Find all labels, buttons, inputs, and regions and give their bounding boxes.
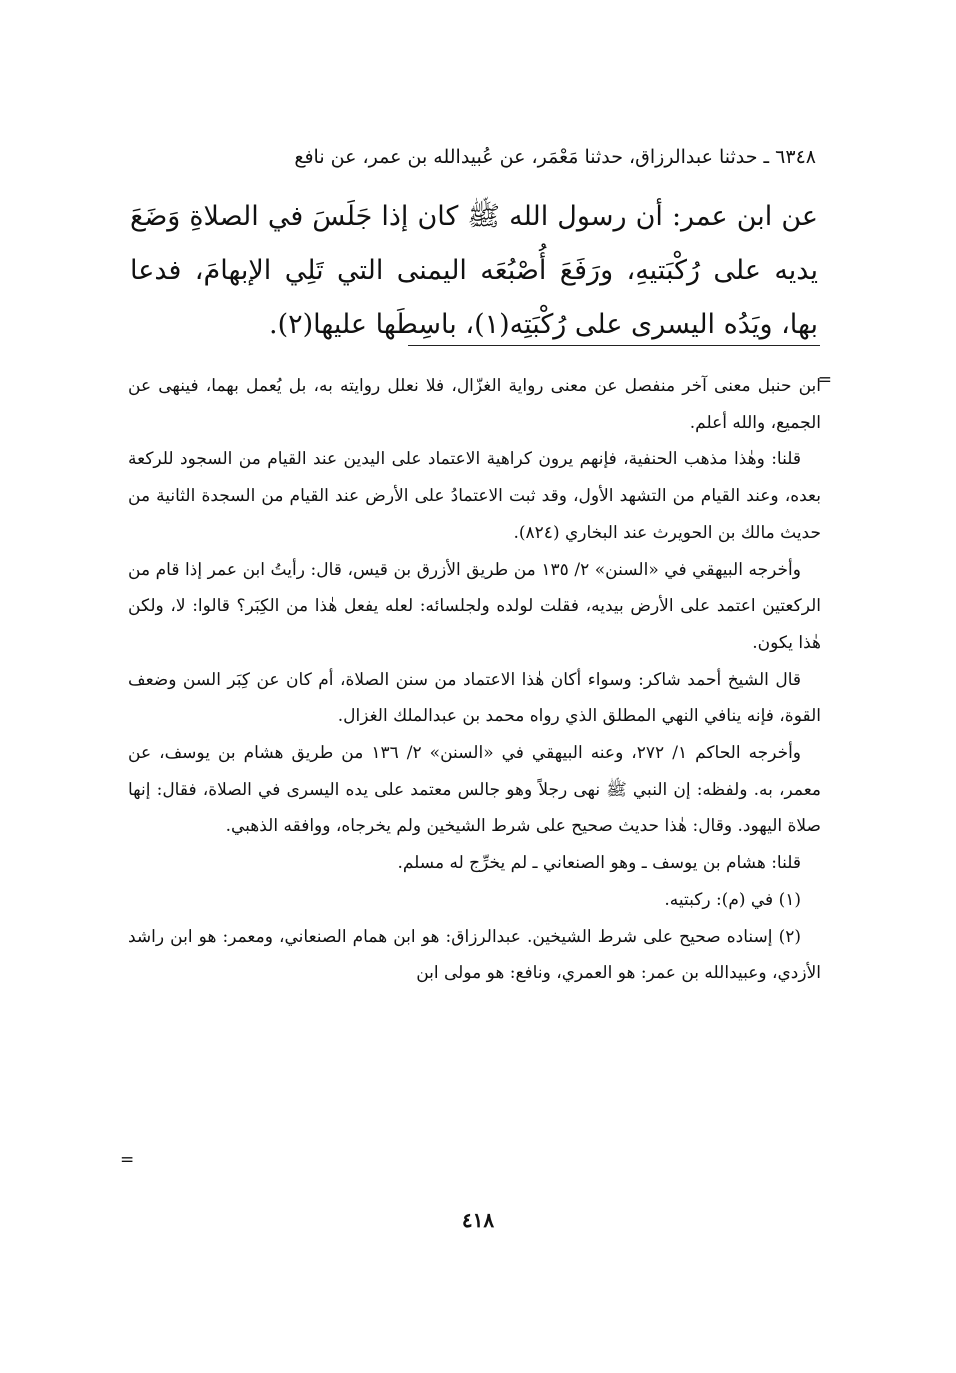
note-paragraph: قلنا: هشام بن يوسف ـ وهو الصنعاني ـ لم يخرِّج له مسلم. — [397, 853, 801, 874]
note-paragraph: قلنا: وهٰذا مذهب الحنفية، فإنهم يرون كراهية الاعتماد على اليدين عند القيام من السجود للركعة بعده، وعند القيام من التشهد الأول، وقد ثبت الاعتمادُ على الأرض عند القيام من السجدة الثانية من حديث مالك بن الحويرث عند البخاري (٨٢٤). — [128, 449, 821, 543]
footnotes-block — [128, 368, 821, 992]
note-paragraph: قال الشيخ أحمد شاكر: وسواء أكان هٰذا الاعتماد من سنن الصلاة، أم كان عن كِبَر السن وضعف القوة، فإنه ينافي النهي المطلق الذي رواه محمد بن عبدالملك الغزال. — [128, 669, 821, 727]
hadith-text: عن ابن عمر: أن رسول الله ﷺ كان إذا جَلَسَ في الصلاةِ وَضَعَ يديه على رُكْبَتيهِ، ورَفَعَ أُصْبُعَه اليمنى التي تَلِي الإبهامَ، فدعا بها، ويَدُه اليسرى على رُكْبَتِه(١)، باسِطَها عليها(٢). — [130, 201, 818, 340]
footnote-2: (٢) إسناده صحيح على شرط الشيخين. عبدالرزاق: هو ابن همام الصنعاني، ومعمر: هو ابن راشد الأزدي، وعبيدالله بن عمر: هو العمري، ونافع: هو مولى ابن — [128, 926, 821, 984]
continuation-mark: = — [817, 370, 832, 390]
continuation-end-mark: = — [120, 1150, 135, 1170]
note-paragraph: وأخرجه البيهقي في «السنن» ٢/ ١٣٥ من طريق الأزرق بن قيس، قال: رأيتُ ابن عمر إذا قام من الركعتين اعتمد على الأرض بيديه، فقلت لولده ولجلسائه: لعله يفعل هٰذا من الكِبَر؟ قالوا: لا، ولكن هٰذا يكون. — [128, 559, 821, 653]
hadith-header: ٦٣٤٨ ـ حدثنا عبدالرزاق، حدثنا مَعْمَر، عن عُبيدالله بن عمر، عن نافع — [294, 146, 816, 168]
page-number: ٤١٨ — [461, 1208, 495, 1232]
note-paragraph: وأخرجه الحاكم ١/ ٢٧٢، وعنه البيهقي في «السنن» ٢/ ١٣٦ من طريق هشام بن يوسف، عن معمر، به. ولفظه: إن النبي ﷺ نهى رجلاً وهو جالس معتمد على يده اليسرى في الصلاة، فقال: إنها صلاة اليهود. وقال: هٰذا حديث صحيح على شرط الشيخين ولم يخرجاه، ووافقه الذهبي. — [128, 743, 821, 837]
note-paragraph: ابن حنبل معنى آخر منفصل عن معنى رواية الغزّال، فلا نعلل روايته به، بل يُعمل بهما، فينهى عن الجميع، والله أعلم. — [128, 376, 821, 433]
footnote-1: (١) في (م): ركبتيه. — [664, 889, 801, 910]
footnote-separator — [408, 345, 820, 346]
